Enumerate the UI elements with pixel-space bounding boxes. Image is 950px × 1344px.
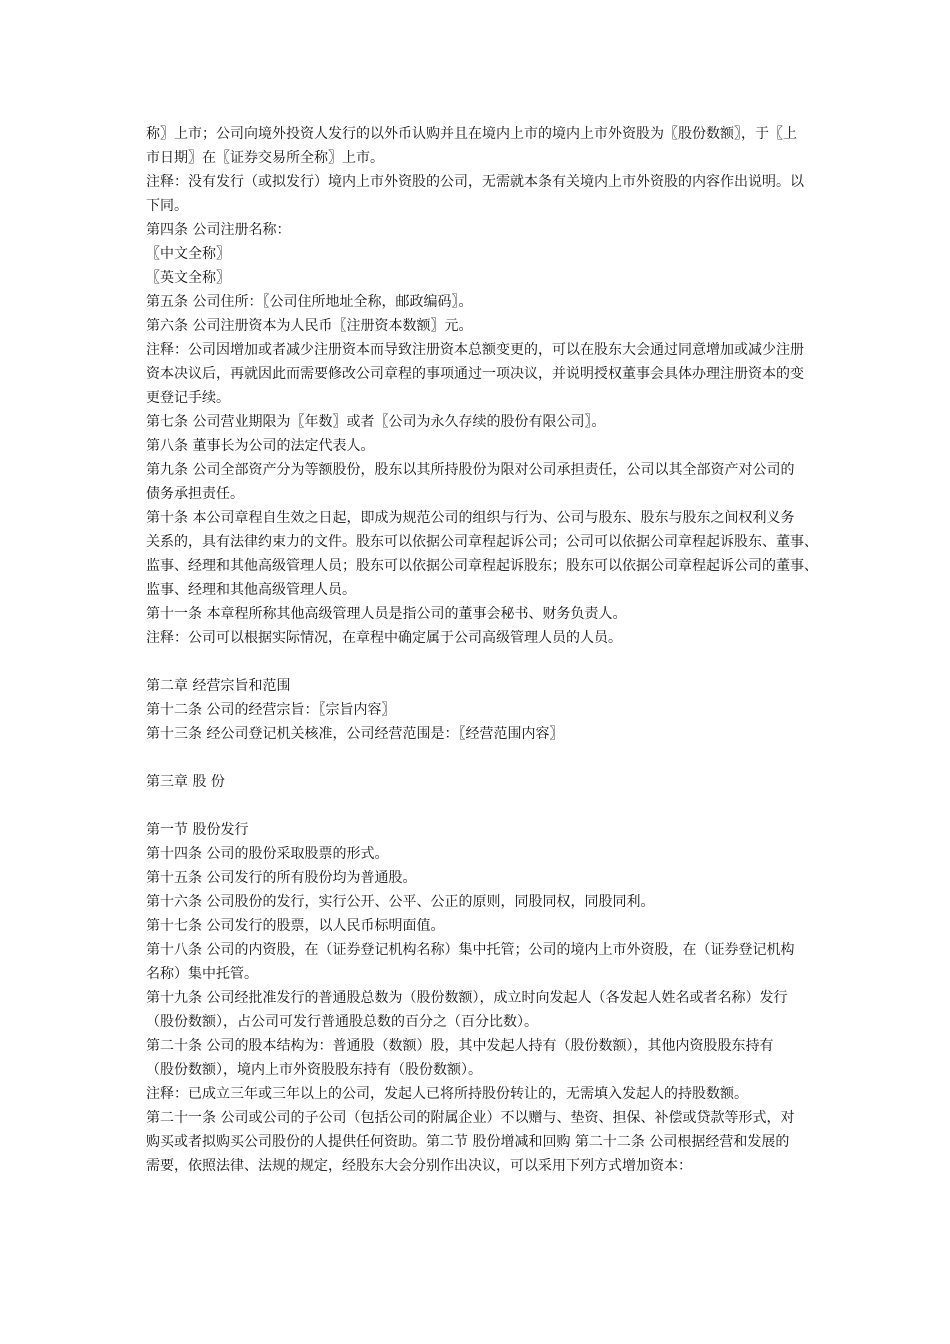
text-line: 第六条 公司注册资本为人民币〖注册资本数额〗元。 bbox=[146, 318, 473, 334]
text-line: 注释：公司可以根据实际情况，在章程中确定属于公司高级管理人员的人员。 bbox=[146, 630, 622, 646]
blank-line bbox=[146, 650, 846, 674]
text-line: 第十八条 公司的内资股，在（证券登记机构名称）集中托管；公司的境内上市外资股，在（证券登记机构 bbox=[146, 942, 795, 958]
text-line: 购买或者拟购买公司股份的人提供任何资助。第二节 股份增减和回购 第二十二条 公司根据经营和发展的 bbox=[146, 1134, 790, 1150]
text-line: 第十条 本公司章程自生效之日起，即成为规范公司的组织与行为、公司与股东、股东与股东之间权利义务 bbox=[146, 510, 795, 526]
text-line: 第九条 公司全部资产分为等额股份，股东以其所持股份为限对公司承担责任，公司以其全部资产对公司的 bbox=[146, 462, 795, 478]
text-line: 第二十条 公司的股本结构为：普通股（数额）股，其中发起人持有（股份数额），其他内资股股东持有 bbox=[146, 1038, 774, 1054]
text-line: （股份数额），占公司可发行普通股总数的百分之（百分比数）。 bbox=[146, 1014, 538, 1030]
text-line: 更登记手续。 bbox=[146, 390, 230, 406]
text-line: （股份数额），境内上市外资股股东持有（股份数额）。 bbox=[146, 1062, 482, 1078]
text-line: 监事、经理和其他高级管理人员。 bbox=[146, 582, 356, 598]
text-line: 资本决议后，再就因此而需要修改公司章程的事项通过一项决议，并说明授权董事会具体办理注册资本的变 bbox=[146, 366, 804, 382]
text-line: 关系的，具有法律约束力的文件。股东可以依据公司章程起诉公司；公司可以依据公司章程起诉股东、董事、 bbox=[146, 534, 818, 550]
text-line: 监事、经理和其他高级管理人员；股东可以依据公司章程起诉股东；股东可以依据公司章程起诉公司的董事、 bbox=[146, 558, 818, 574]
text-line: 称〗上市；公司向境外投资人发行的以外币认购并且在境内上市的境内上市外资股为〖股份数额〗，于〖上 bbox=[146, 126, 797, 142]
text-line: 第三章 股 份 bbox=[146, 774, 225, 790]
blank-line bbox=[146, 794, 846, 818]
text-line: 第十二条 公司的经营宗旨：〖宗旨内容〗 bbox=[146, 702, 396, 718]
blank-line bbox=[146, 746, 846, 770]
text-line: 第十四条 公司的股份采取股票的形式。 bbox=[146, 846, 389, 862]
text-line: 第四条 公司注册名称： bbox=[146, 222, 291, 238]
text-line: 需要，依照法律、法规的规定，经股东大会分别作出决议，可以采用下列方式增加资本： bbox=[146, 1158, 692, 1174]
text-line: 第十九条 公司经批准发行的普通股总数为（股份数额），成立时向发起人（各发起人姓名或者名称）发行 bbox=[146, 990, 788, 1006]
text-line: 名称）集中托管。 bbox=[146, 966, 258, 982]
document-body bbox=[146, 122, 846, 1178]
text-line: 第七条 公司营业期限为〖年数〗或者〖公司为永久存续的股份有限公司〗。 bbox=[146, 414, 606, 430]
text-line: 〖英文全称〗 bbox=[146, 270, 230, 286]
text-line: 注释：没有发行（或拟发行）境内上市外资股的公司，无需就本条有关境内上市外资股的内容作出说明。以 bbox=[146, 174, 804, 190]
text-line: 市日期〗在〖证券交易所全称〗上市。 bbox=[146, 150, 384, 166]
text-line: 第十一条 本章程所称其他高级管理人员是指公司的董事会秘书、财务负责人。 bbox=[146, 606, 627, 622]
text-line: 第二章 经营宗旨和范围 bbox=[146, 678, 291, 694]
text-line: 第八条 董事长为公司的法定代表人。 bbox=[146, 438, 375, 454]
text-line: 下同。 bbox=[146, 198, 188, 214]
text-line: 第十六条 公司股份的发行，实行公开、公平、公正的原则，同股同权，同股同利。 bbox=[146, 894, 655, 910]
text-line: 注释：已成立三年或三年以上的公司，发起人已将所持股份转让的，无需填入发起人的持股数额。 bbox=[146, 1086, 748, 1102]
text-line: 第五条 公司住所：〖公司住所地址全称，邮政编码〗。 bbox=[146, 294, 473, 310]
text-line: 第十三条 经公司登记机关核准，公司经营范围是：〖经营范围内容〗 bbox=[146, 726, 564, 742]
text-line: 第十七条 公司发行的股票，以人民币标明面值。 bbox=[146, 918, 445, 934]
text-line: 注释：公司因增加或者减少注册资本而导致注册资本总额变更的，可以在股东大会通过同意增加或减少注册 bbox=[146, 342, 804, 358]
text-line: 第二十一条 公司或公司的子公司（包括公司的附属企业）不以赠与、垫资、担保、补偿或贷款等形式，对 bbox=[146, 1110, 795, 1126]
text-line: 第一节 股份发行 bbox=[146, 822, 249, 838]
text-line: 〖中文全称〗 bbox=[146, 246, 230, 262]
text-line: 第十五条 公司发行的所有股份均为普通股。 bbox=[146, 870, 417, 886]
text-line: 债务承担责任。 bbox=[146, 486, 244, 502]
